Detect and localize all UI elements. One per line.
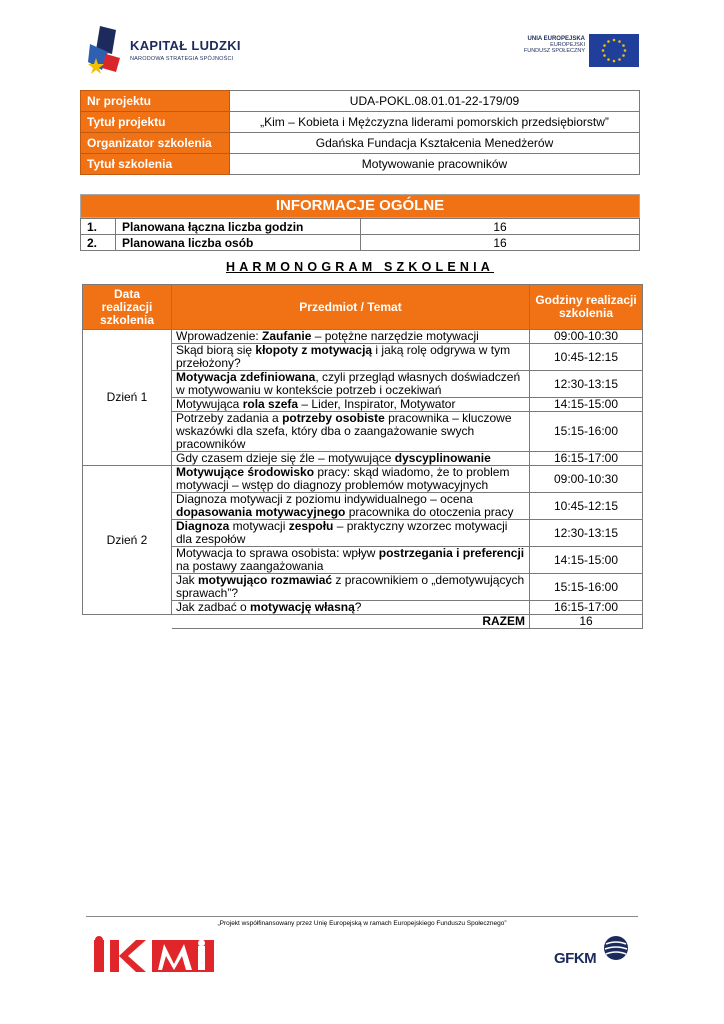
topic-bold-text: Motywacja zdefiniowana <box>176 370 316 384</box>
topic-cell <box>172 520 530 547</box>
schedule-body <box>83 330 643 629</box>
table-row <box>81 219 640 235</box>
topic-bold-text: zespołu <box>288 519 334 533</box>
topic-text: Diagnoza motywacji z poziomu indywidualnego – ocena <box>176 492 473 506</box>
kapital-ludzki-logo <box>86 24 256 76</box>
eu-logo-line1: UNIA EUROPEJSKA <box>527 36 585 42</box>
day-cell: Dzień 1 <box>83 330 172 466</box>
topic-text: Jak <box>176 573 199 587</box>
table-row <box>81 112 640 133</box>
topic-text: Motywacja to sprawa osobista: wpływ <box>176 546 379 560</box>
project-number-label: Nr projektu <box>81 91 230 112</box>
kapital-ludzki-emblem-icon <box>86 24 130 76</box>
topic-text: motywacji <box>229 519 289 533</box>
info-row-number: 2. <box>81 235 116 251</box>
topic-cell <box>172 601 530 615</box>
time-cell: 12:30-13:15 <box>530 371 643 398</box>
total-value: 16 <box>530 615 643 629</box>
time-cell: 16:15-17:00 <box>530 601 643 615</box>
info-row-value: 16 <box>361 235 640 251</box>
eu-logo-line3: FUNDUSZ SPOŁECZNY <box>523 48 585 54</box>
date-column-header: Data realizacji szkolenia <box>83 285 172 330</box>
schedule-title: HARMONOGRAM SZKOLENIA <box>225 260 495 274</box>
topic-bold-text: kłopoty z motywacją <box>255 343 373 357</box>
topic-text: Wprowadzenie: <box>176 329 263 343</box>
training-title-label: Tytuł szkolenia <box>81 154 230 175</box>
topic-bold-text: potrzeby osobiste <box>282 411 385 425</box>
total-label: RAZEM <box>172 615 530 629</box>
eu-flag-icon <box>589 34 639 67</box>
topic-cell <box>172 344 530 371</box>
topic-text: pracownika do otoczenia pracy <box>345 505 514 519</box>
footer-note: „Projekt współfinansowany przez Unię Europejską w ramach Europejskiego Funduszu Społecznego” <box>217 920 507 927</box>
topic-text: na postawy zaangażowania <box>176 559 324 573</box>
topic-bold-text: Diagnoza <box>176 519 230 533</box>
table-row <box>81 154 640 175</box>
topic-cell <box>172 330 530 344</box>
hours-column-header: Godziny realizacji szkolenia <box>530 285 643 330</box>
topic-cell <box>172 398 530 412</box>
project-title-value: „Kim – Kobieta i Mężczyzna liderami pomorskich przedsiębiorstw” <box>230 112 640 133</box>
info-row-label: Planowana liczba osób <box>116 235 361 251</box>
topic-text: Jak zadbać o <box>176 600 251 614</box>
day-cell: Dzień 2 <box>83 466 172 615</box>
topic-text: Potrzeby zadania a <box>176 411 283 425</box>
table-row <box>83 330 643 344</box>
table-row <box>83 466 643 493</box>
topic-cell <box>172 493 530 520</box>
topic-text: – Lider, Inspirator, Motywator <box>298 397 456 411</box>
time-cell: 14:15-15:00 <box>530 398 643 412</box>
topic-bold-text: motywację własną <box>250 600 355 614</box>
total-row <box>83 615 643 629</box>
time-cell: 09:00-10:30 <box>530 330 643 344</box>
topic-text: , czyli przegląd własnych doświadczeń w motywowaniu w kontekście potrzeb i oczekiwań <box>176 370 521 397</box>
info-row-number: 1. <box>81 219 116 235</box>
topic-cell <box>172 371 530 398</box>
eu-logo <box>505 34 639 68</box>
topic-bold-text: Zaufanie <box>262 329 312 343</box>
time-cell: 09:00-10:30 <box>530 466 643 493</box>
schedule-table <box>82 284 643 629</box>
time-cell: 10:45-12:15 <box>530 493 643 520</box>
project-number-value: UDA-POKL.08.01.01-22-179/09 <box>230 91 640 112</box>
topic-text: z pracownikiem o „demotywujących sprawach”? <box>176 573 525 600</box>
training-title-value: Motywowanie pracowników <box>230 154 640 175</box>
kapital-ludzki-title: KAPITAŁ LUDZKI <box>130 38 241 53</box>
topic-bold-text: Motywujące środowisko <box>176 465 315 479</box>
time-cell: 15:15-16:00 <box>530 412 643 452</box>
table-row <box>81 133 640 154</box>
info-row-value: 16 <box>361 219 640 235</box>
topic-bold-text: rola szefa <box>242 397 299 411</box>
gfkm-logo-text: GFKM <box>554 950 597 967</box>
topic-column-header: Przedmiot / Temat <box>172 285 530 330</box>
topic-cell <box>172 574 530 601</box>
project-info-table <box>80 90 640 175</box>
kapital-ludzki-subtitle: NARODOWA STRATEGIA SPÓJNOŚCI <box>130 56 234 62</box>
time-cell: 16:15-17:00 <box>530 452 643 466</box>
eu-logo-line2: EUROPEJSKI <box>550 42 585 48</box>
topic-text: pracownika – kluczowe wskazówki dla szefa, który dba o zaangażowanie swych pracowników <box>176 411 512 451</box>
topic-text: – praktyczny wzorzec motywacji dla zespołów <box>176 519 508 546</box>
table-row <box>81 91 640 112</box>
time-cell: 14:15-15:00 <box>530 547 643 574</box>
topic-text: ? <box>354 600 362 614</box>
time-cell: 10:45-12:15 <box>530 344 643 371</box>
project-title-label: Tytuł projektu <box>81 112 230 133</box>
total-blank-cell <box>83 615 172 629</box>
topic-cell <box>172 466 530 493</box>
topic-cell <box>172 547 530 574</box>
time-cell: 12:30-13:15 <box>530 520 643 547</box>
footer-divider <box>86 916 638 917</box>
table-row <box>81 235 640 251</box>
schedule-header-row <box>83 285 643 330</box>
topic-bold-text: postrzegania i preferencji <box>378 546 525 560</box>
topic-bold-text: motywująco rozmawiać <box>198 573 333 587</box>
info-row-label: Planowana łączna liczba godzin <box>116 219 361 235</box>
topic-text: Skąd biorą się <box>176 343 256 357</box>
organizer-label: Organizator szkolenia <box>81 133 230 154</box>
time-cell: 15:15-16:00 <box>530 574 643 601</box>
general-info-table <box>80 218 640 251</box>
topic-cell <box>172 412 530 452</box>
topic-bold-text: dopasowania motywacyjnego <box>176 505 346 519</box>
topic-cell <box>172 452 530 466</box>
topic-text: Motywująca <box>176 397 243 411</box>
topic-text: pracy: skąd wiadomo, że to problem motywacji – wstęp do diagnozy problemów motywacyjnych <box>176 465 510 492</box>
topic-text: Gdy czasem dzieje się źle – motywujące <box>176 451 395 465</box>
organizer-value: Gdańska Fundacja Kształcenia Menedżerów <box>230 133 640 154</box>
topic-text: i jaką rolę odgrywa w tym przełożony? <box>176 343 511 370</box>
ikm-logo <box>92 936 216 974</box>
gfkm-logo <box>554 934 630 974</box>
general-info-heading: INFORMACJE OGÓLNE <box>80 194 640 218</box>
topic-bold-text: dyscyplinowanie <box>394 451 491 465</box>
topic-text: – potężne narzędzie motywacji <box>311 329 479 343</box>
